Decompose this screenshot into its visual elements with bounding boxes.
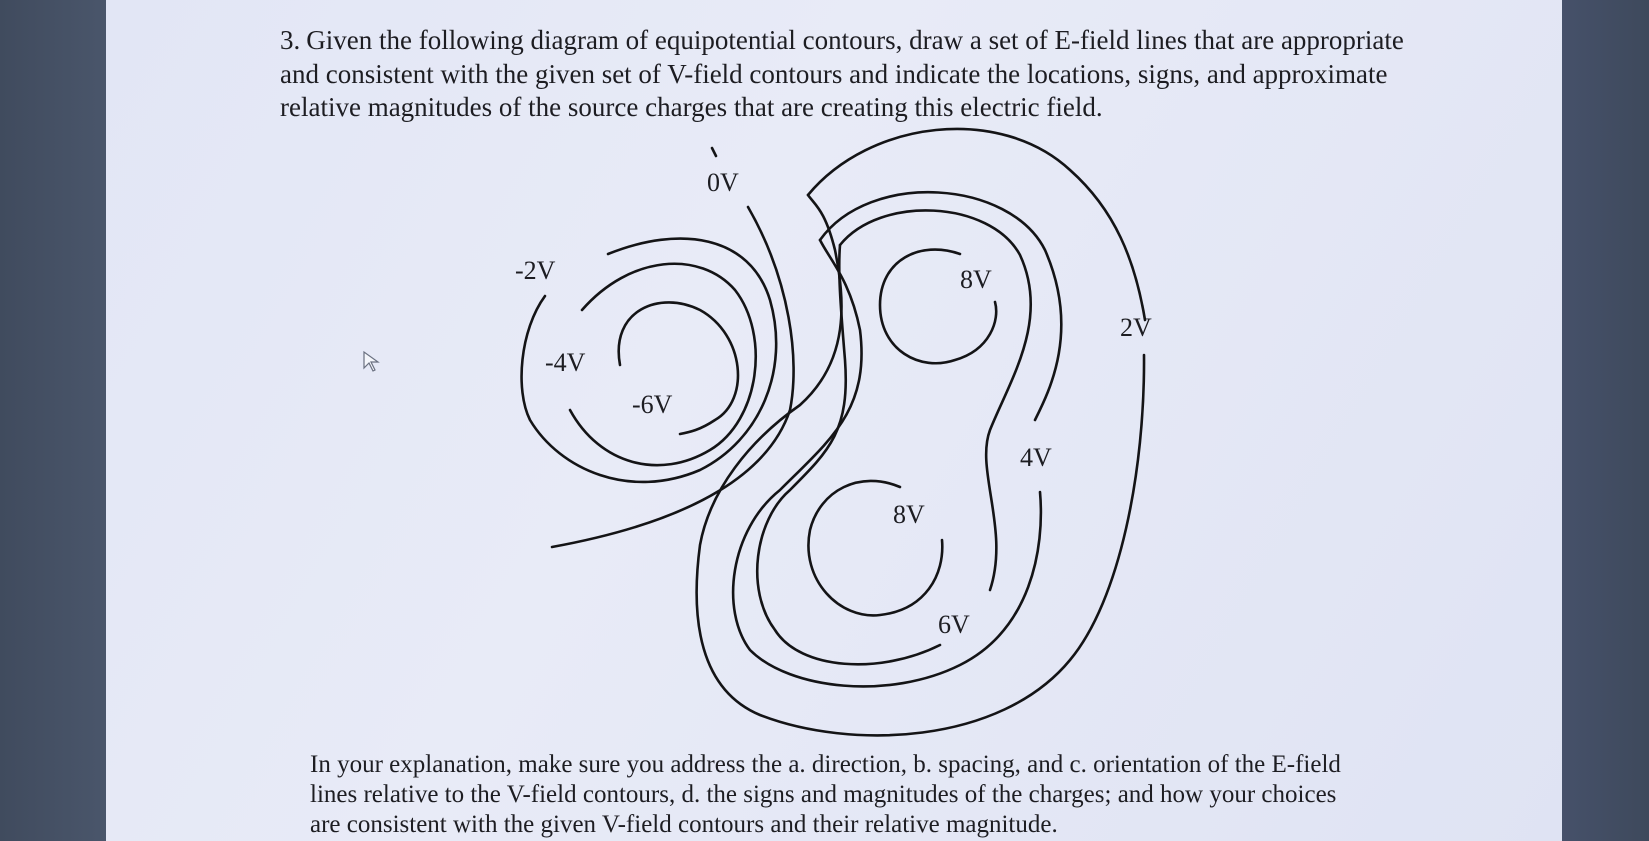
label-neg6v: -6V [632,390,673,419]
label-8v-bottom: 8V [893,500,925,529]
contour-neg4v [570,264,756,465]
contour-0v [552,207,794,547]
mouse-cursor-icon [362,350,386,374]
contour-6v [840,210,1031,590]
question-number: 3. [280,25,301,55]
tick-mark [712,148,716,156]
label-neg2v: -2V [515,256,556,285]
question-body: Given the following diagram of equipotential contours, draw a set of E-field lines that are appropriate and consistent with the given set of V-field contours and indicate the locations, signs, and approximate relative magnitudes of the source charges that are creating this electric field. [280,25,1404,122]
label-0v: 0V [707,168,739,197]
label-2v: 2V [1120,313,1152,342]
explanation-text: In your explanation, make sure you address the a. direction, b. spacing, and c. orientation of the E-field lines relative to the V-field contours, d. the signs and magnitudes of the charges; and how your choices are consistent with the given V-field contours and their relative magnitude. [310,751,1341,838]
label-6v: 6V [938,610,970,639]
contour-6v-lower [757,245,940,664]
contour-4v [820,192,1061,420]
label-8v-top: 8V [960,265,992,294]
label-neg4v: -4V [545,348,586,377]
label-4v: 4V [1020,443,1052,472]
